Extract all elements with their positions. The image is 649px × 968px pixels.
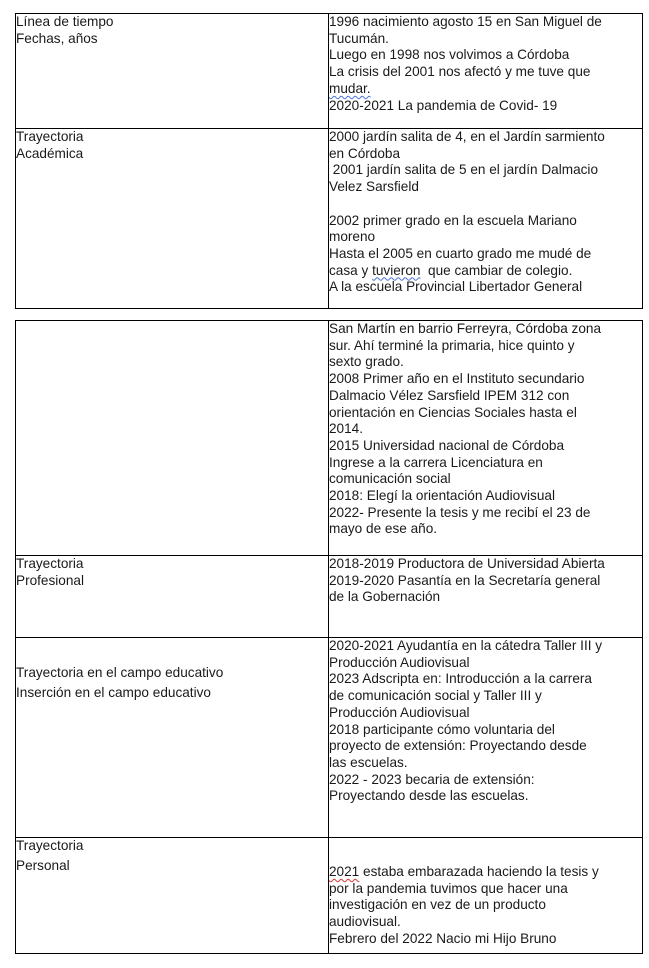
content-line: 2014. [329,421,364,437]
label-line: Línea de tiempo [16,14,114,29]
cell-empty [16,321,329,556]
content-line: 1996 nacimiento agosto 15 en San Miguel de [329,14,602,29]
table-row-professional [16,556,643,638]
cell-educational-content [329,638,643,838]
content-line: 2018: Elegí la orientación Audiovisual [329,488,555,504]
content-line: mudar. [329,80,371,96]
text-fragment: estaba embarazada haciendo la tesis y [359,864,599,879]
cell-academic-continued-content [329,321,643,556]
label-line: Trayectoria [16,556,84,571]
label-line: Personal [16,857,70,873]
content-line: orientación en Ciencias Sociales hasta el [329,404,577,420]
content-line: Dalmacio Vélez Sarsfield IPEM 312 con [329,387,570,403]
content-line: Producción Audiovisual [329,654,470,670]
content-line: 2002 primer grado en la escuela Mariano [329,212,577,228]
content-line: de comunicación social y Taller III y [329,688,542,704]
text-fragment: casa y [329,262,373,278]
content-line: sur. Ahí terminé la primaria, hice quinto y [329,337,575,353]
cell-professional-content [329,556,643,638]
content-line: moreno [329,229,376,245]
content-line: 2019-2020 Pasantía en la Secretaría general [329,572,601,588]
spellcheck-word: 2021 [329,864,360,879]
content-line: proyecto de extensión: Proyectando desde [329,738,587,754]
content-line [329,263,642,280]
label-line: Trayectoria [16,129,84,144]
cell-personal-content [329,838,643,954]
cell-timeline-label [16,14,329,129]
content-line: por la pandemia tuvimos que hacer una [329,880,568,896]
label-line: Fechas, años [16,30,98,46]
content-line: 2018-2019 Productora de Universidad Abierta [329,556,605,571]
cell-personal-label [16,838,329,954]
content-line: 2015 Universidad nacional de Córdoba [329,437,565,453]
content-line: San Martín en barrio Ferreyra, Córdoba zona [329,321,602,336]
content-line: 2000 jardín salita de 4, en el Jardín sarmiento [329,129,605,144]
content-line: en Córdoba [329,145,401,161]
content-line: comunicación social [329,471,451,487]
cell-academic-label [16,129,329,309]
content-line: 2020-2021 Ayudantía en la cátedra Taller III y [329,638,603,653]
table-row-educational [16,638,643,838]
content-line: sexto grado. [329,354,404,370]
content-line: Tucumán. [329,30,389,46]
label-line: Trayectoria [16,838,84,853]
table-row-personal [16,838,643,954]
blank-line [329,196,642,213]
table-row-timeline [16,14,643,129]
content-line: Hasta el 2005 en cuarto grado me mudé de [329,245,592,261]
label-line: Trayectoria en el campo educativo [16,665,224,680]
content-line: de la Gobernación [329,589,441,605]
content-line: 2001 jardín salita de 5 en el jardín Dalmacio [329,162,599,178]
content-line: audiovisual. [329,914,401,930]
content-line: Proyectando desde las escuelas. [329,788,529,804]
content-line: las escuelas. [329,754,408,770]
content-line: Febrero del 2022 Nacio mi Hijo Bruno [329,930,557,946]
cell-educational-label [16,638,329,838]
text-fragment: que cambiar de colegio. [420,262,573,278]
content-line: 2020-2021 La pandemia de Covid- 19 [329,97,558,113]
cell-academic-content [329,129,643,309]
content-line: investigación en vez de un producto [329,897,546,913]
content-line: Ingrese a la carrera Licenciatura en [329,454,543,470]
label-line: Académica [16,145,84,161]
label-line: Profesional [16,572,85,588]
content-line: Velez Sarsfield [329,179,419,195]
table-row-academic-continued [16,321,643,556]
timeline-table-2 [15,320,643,954]
cell-timeline-content [329,14,643,129]
label-line: Inserción en el campo educativo [16,684,211,700]
content-line: 2023 Adscripta en: Introducción a la carrera [329,671,592,687]
content-line: A la escuela Provincial Libertador General [329,279,583,295]
content-line: 2008 Primer año en el Instituto secundario [329,371,585,387]
cell-professional-label [16,556,329,638]
timeline-table-1 [15,13,643,309]
content-line: 2018 participante cómo voluntaria del [329,721,555,737]
content-line: Producción Audiovisual [329,704,470,720]
content-line: mayo de ese año. [329,521,438,537]
content-line: Luego en 1998 nos volvimos a Córdoba [329,47,570,63]
content-line: 2022- Presente la tesis y me recibí el 23 de [329,504,591,520]
content-line: La crisis del 2001 nos afectó y me tuve que [329,64,591,80]
content-line [329,864,642,881]
content-line: 2022 - 2023 becaria de extensión: [329,771,535,787]
spellcheck-word: tuvieron [372,262,421,278]
table-row-academic [16,129,643,309]
